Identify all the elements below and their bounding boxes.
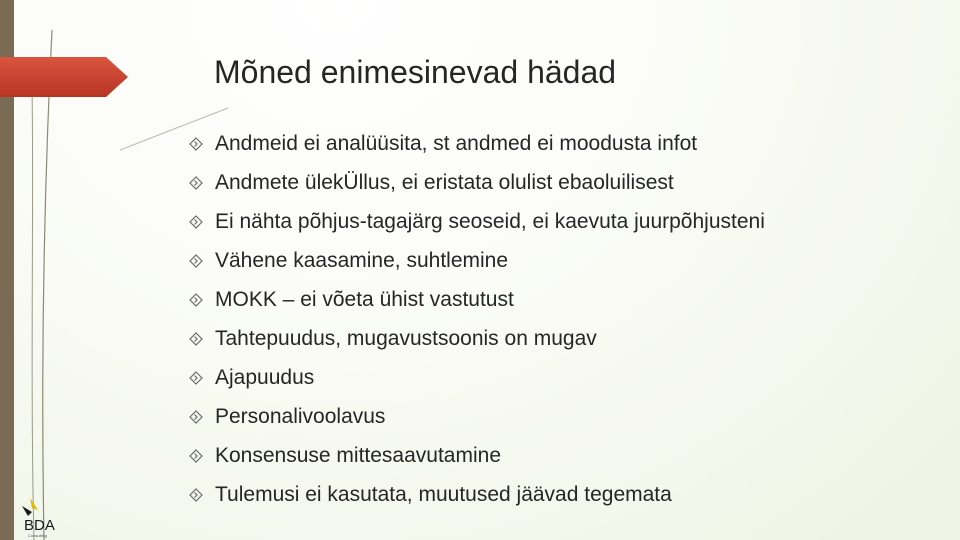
list-item <box>189 124 765 163</box>
bullet-list <box>189 124 765 514</box>
bullet-text: Personalivoolavus <box>215 404 386 428</box>
list-item <box>189 202 765 241</box>
bullet-text: MOKK – ei võeta ühist vastutust <box>215 287 514 311</box>
slide-title: Mõned enimesinevad hädad <box>214 54 617 90</box>
diamond-arrow-icon <box>189 176 215 190</box>
bullet-text: Vähene kaasamine, suhtlemine <box>215 248 509 272</box>
bullet-text: Ajapuudus <box>215 365 315 389</box>
bullet-text: Konsensuse mittesaavutamine <box>215 443 501 467</box>
list-item <box>189 319 765 358</box>
logo-subtext: Consulting <box>28 533 47 538</box>
logo-text: BDA <box>24 517 55 534</box>
diamond-arrow-icon <box>189 371 215 385</box>
bullet-text: Tulemusi ei kasutata, muutused jäävad tegemata <box>215 482 672 506</box>
diamond-arrow-icon <box>189 410 215 424</box>
bullet-text: Ei nähta põhjus-tagajärg seoseid, ei kaevuta juurpõhjusteni <box>215 209 765 233</box>
bullet-text: Andmete ülekÜllus, ei eristata olulist ebaoluilisest <box>215 170 674 194</box>
bullet-text: Andmeid ei analüüsita, st andmed ei moodusta infot <box>215 131 698 155</box>
diamond-arrow-icon <box>189 332 215 346</box>
list-item <box>189 280 765 319</box>
diamond-arrow-icon <box>189 449 215 463</box>
diamond-arrow-icon <box>189 137 215 151</box>
diamond-arrow-icon <box>189 488 215 502</box>
diamond-arrow-icon <box>189 254 215 268</box>
title-accent-tab <box>0 57 128 97</box>
diamond-arrow-icon <box>189 215 215 229</box>
list-item <box>189 475 765 514</box>
diamond-arrow-icon <box>189 293 215 307</box>
list-item <box>189 163 765 202</box>
list-item <box>189 436 765 475</box>
company-logo <box>18 494 66 538</box>
list-item <box>189 241 765 280</box>
bullet-text: Tahtepuudus, mugavustsoonis on mugav <box>215 326 597 350</box>
list-item <box>189 358 765 397</box>
list-item <box>189 397 765 436</box>
